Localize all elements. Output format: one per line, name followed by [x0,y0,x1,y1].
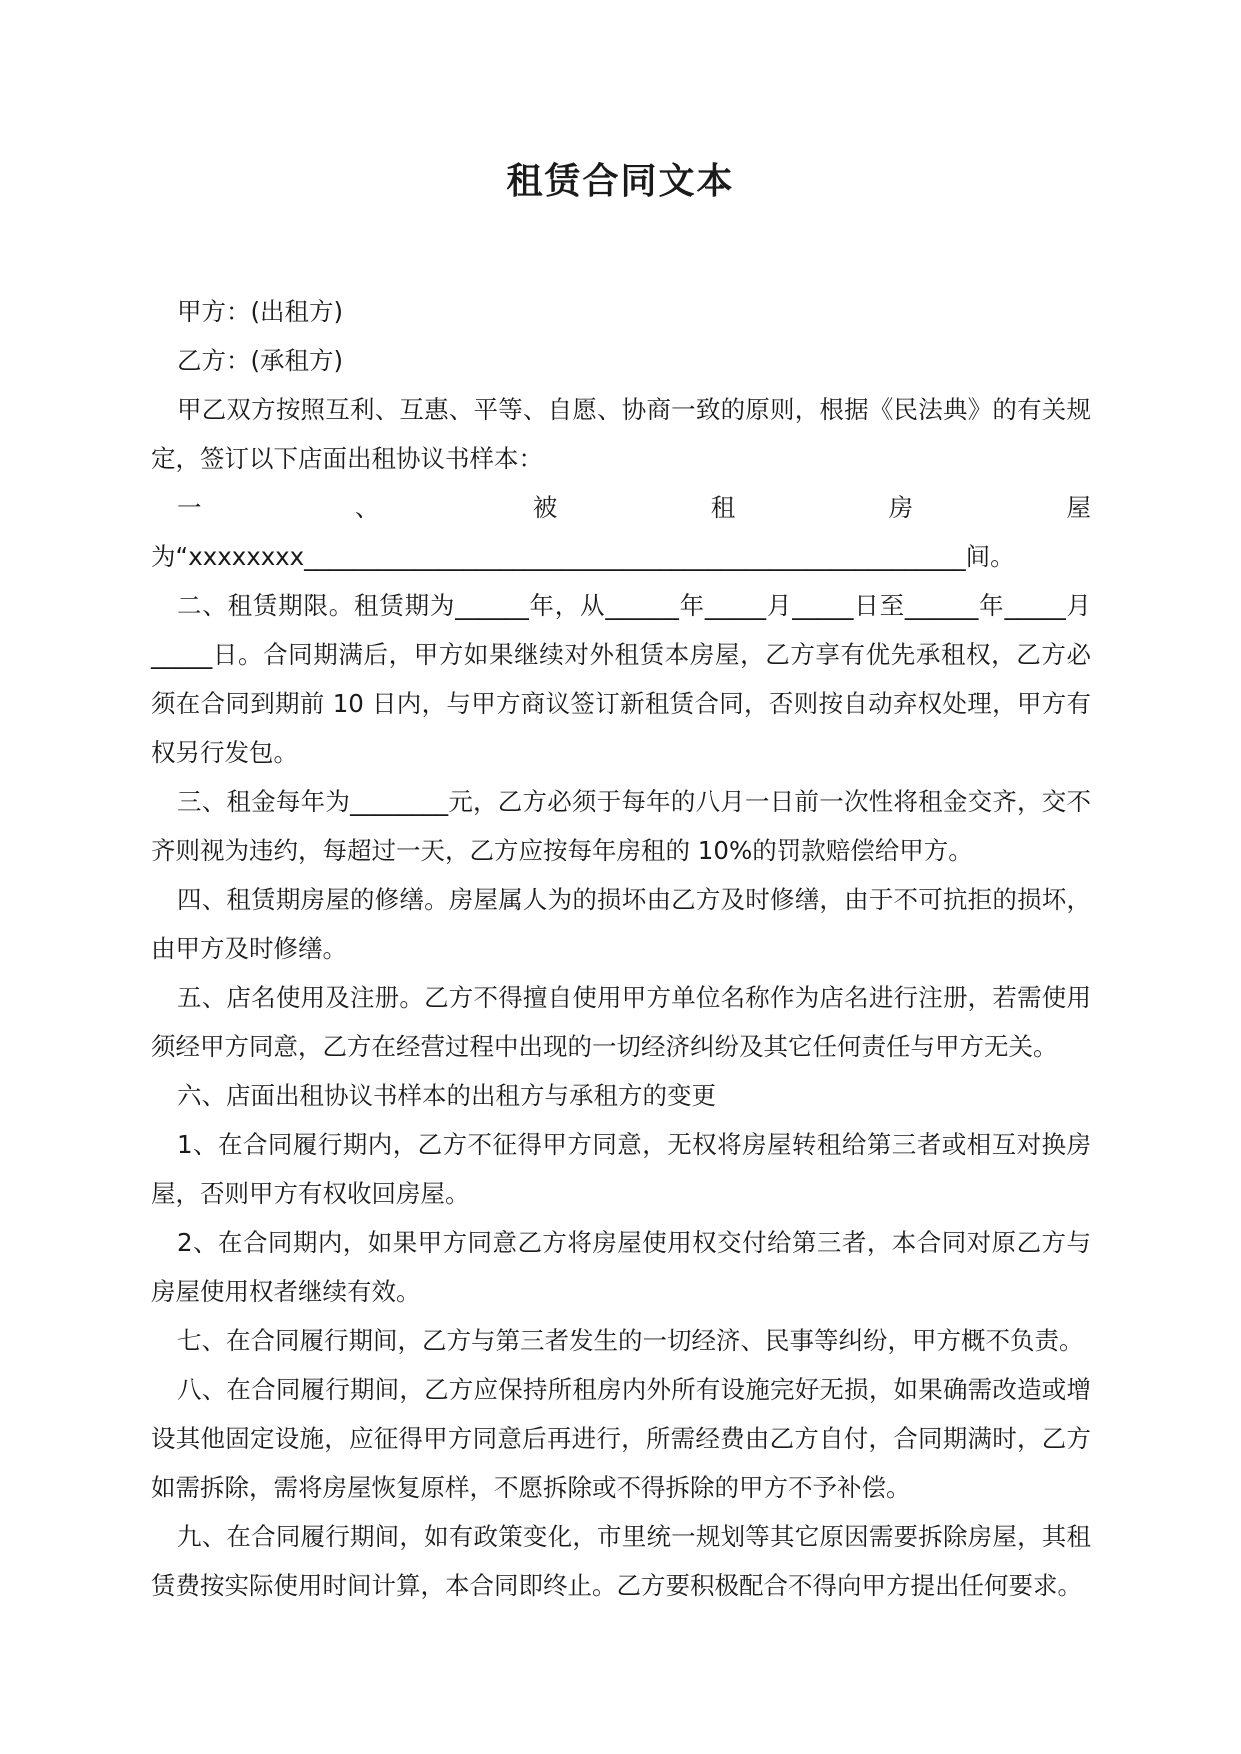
preamble-paragraph: 甲乙双方按照互利、互惠、平等、自愿、协商一致的原则，根据《民法典》的有关规定，签订以下店面出租协议书样本： [151,395,1091,473]
clause-5-store-name: 五、店名使用及注册。乙方不得擅自使用甲方单位名称作为店名进行注册，若需使用须经甲方同意，乙方在经营过程中出现的一切经济纠纷及其它任何责任与甲方无关。 [151,983,1091,1061]
clause-6-item-2: 2、在合同期内，如果甲方同意乙方将房屋使用权交付给第三者，本合同对原乙方与房屋使用权者继续有效。 [151,1228,1091,1306]
clause-7-disputes: 七、在合同履行期间，乙方与第三者发生的一切经济、民事等纠纷，甲方概不负责。 [177,1326,1084,1355]
clause-2-lease-term: 二、租赁期限。租赁期为______年，从______年_____月_____日至______年_____月_____日。合同期满后，甲方如果继续对外租赁本房屋，乙方享有优先承租权，乙方必须在合同到期前 10 日内，与甲方商议签订新租赁合同，否则按自动弃权处理，甲方有权另行发包。 [151,591,1091,767]
clause-4-repairs: 四、租赁期房屋的修缮。房屋属人为的损坏由乙方及时修缮，由于不可抗拒的损坏，由甲方及时修缮。 [151,885,1091,963]
clause-9-policy-change: 九、在合同履行期间，如有政策变化，市里统一规划等其它原因需要拆除房屋，其租赁费按实际使用时间计算，本合同即终止。乙方要积极配合不得向甲方提出任何要求。 [151,1522,1091,1600]
contract-body [151,287,1091,1610]
clause-1-premises: 一、被租房屋为“xxxxxxxx______________________________________________________间。 [151,493,1091,571]
document-title: 租赁合同文本 [506,161,735,202]
party-a-line: 甲方：(出租方) [177,297,344,326]
clause-3-rent: 三、租金每年为________元，乙方必须于每年的八月一日前一次性将租金交齐，交不齐则视为违约，每超过一天，乙方应按每年房租的 10%的罚款赔偿给甲方。 [151,787,1091,865]
party-b-line: 乙方：(承租方) [177,346,344,375]
clause-8-facilities: 八、在合同履行期间，乙方应保持所租房内外所有设施完好无损，如果确需改造或增设其他固定设施，应征得甲方同意后再进行，所需经费由乙方自付，合同期满时，乙方如需拆除，需将房屋恢复原样，不愿拆除或不得拆除的甲方不予补偿。 [151,1375,1091,1502]
clause-6-party-change: 六、店面出租协议书样本的出租方与承租方的变更 [177,1081,716,1110]
clause-6-item-1: 1、在合同履行期内，乙方不征得甲方同意，无权将房屋转租给第三者或相互对换房屋，否则甲方有权收回房屋。 [151,1130,1091,1208]
